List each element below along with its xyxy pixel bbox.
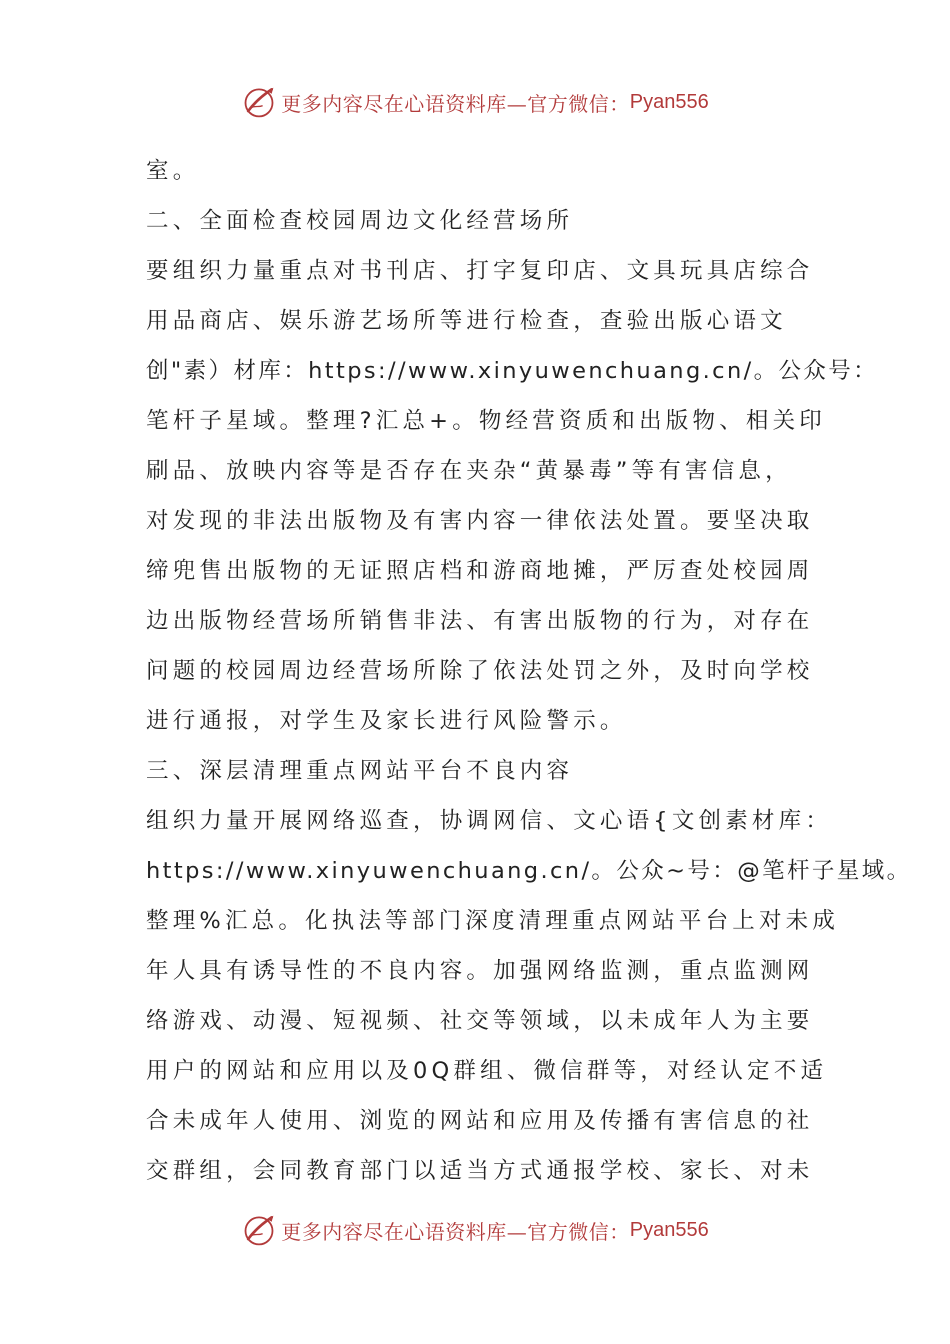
body-line: 室。 <box>146 158 200 184</box>
body-line: 要组织力量重点对书刊店、打字复印店、文具玩具店综合 <box>146 258 814 284</box>
header-banner <box>0 80 950 124</box>
body-line: 交群组，会同教育部门以适当方式通报学校、家长、对未 <box>146 1158 814 1184</box>
body-line: 用户的网站和应用以及0Q群组、微信群等，对经认定不适 <box>146 1058 828 1084</box>
body-line: 合未成年人使用、浏览的网站和应用及传播有害信息的社 <box>146 1108 814 1134</box>
footer-slogan: 更多内容尽在心语资料库—官方微信： <box>281 1219 630 1244</box>
body-line: 年人具有诱导性的不良内容。加强网络监测，重点监测网 <box>146 958 814 984</box>
section-heading-2: 二、全面检查校园周边文化经营场所 <box>146 208 574 234</box>
footer-banner <box>0 1208 950 1252</box>
pen-logo-icon <box>241 84 277 120</box>
body-line: 创"素）材库：https://www.xinyuwenchuang.cn/。公众号： <box>146 358 879 384</box>
footer-wechat-id: Pyan556 <box>629 1218 709 1241</box>
document-body <box>146 146 912 1196</box>
body-line: https://www.xinyuwenchuang.cn/。公众~号：@笔杆子星域。 <box>146 858 912 884</box>
body-line: 组织力量开展网络巡查，协调网信、文心语{文创素材库： <box>146 808 833 834</box>
pen-logo-icon <box>241 1212 277 1248</box>
header-wechat-id: Pyan556 <box>629 90 709 113</box>
body-line: 问题的校园周边经营场所除了依法处罚之外，及时向学校 <box>146 658 814 684</box>
header-slogan: 更多内容尽在心语资料库—官方微信： <box>281 91 630 116</box>
body-line: 络游戏、动漫、短视频、社交等领域，以未成年人为主要 <box>146 1008 814 1034</box>
body-line: 用品商店、娱乐游艺场所等进行检查，查验出版心语文 <box>146 308 787 334</box>
body-line: 刷品、放映内容等是否存在夹杂“黄暴毒”等有害信息， <box>146 458 792 484</box>
body-line: 进行通报，对学生及家长进行风险警示。 <box>146 708 627 734</box>
body-line: 边出版物经营场所销售非法、有害出版物的行为，对存在 <box>146 608 814 634</box>
body-line: 对发现的非法出版物及有害内容一律依法处置。要坚决取 <box>146 508 814 534</box>
body-line: 缔兜售出版物的无证照店档和游商地摊，严厉查处校园周 <box>146 558 814 584</box>
body-line: 笔杆子星域。整理?汇总+。物经营资质和出版物、相关印 <box>146 408 826 434</box>
body-line: 整理%汇总。化执法等部门深度清理重点网站平台上对未成 <box>146 908 840 934</box>
section-heading-3: 三、深层清理重点网站平台不良内容 <box>146 758 574 784</box>
